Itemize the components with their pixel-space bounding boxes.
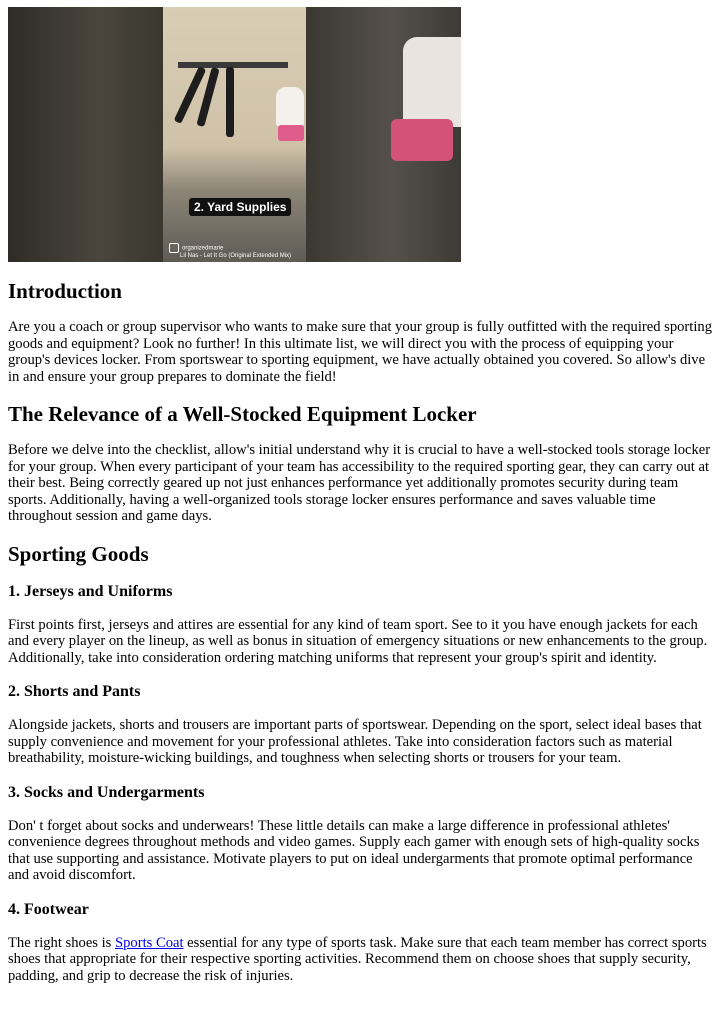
socks-paragraph: Don' t forget about socks and underwears! These little details can make a large difference in professional athletes' convenience degrees throughout methods and video games. Supply each gamer with enough sets of high-quality socks that use supporting and assistance. Motivate players to put on ideal undergarments that promote optimal performance and avoid discomfort. [8,817,700,883]
footwear-text-start: The right shoes is [8,934,116,951]
video-left-panel [8,7,163,262]
person-figure [276,87,304,127]
sporting-goods-heading: Sporting Goods [8,541,149,566]
instagram-audio: Lil Nas - Let It Go (Original Extended Mix) [180,253,292,259]
intro-paragraph: Are you a coach or group supervisor who wants to make sure that your group is fully outfitted with the required sporting goods and equipment? Look no further! In this ultimate list, we will direct you with the process of equipping your group's devices locker. From sportswear to sporting equipment, we have actually obtained you covered. So allow's dive in and ensure your group prepares to dominate the field! [8,319,712,385]
relevance-paragraph: Before we delve into the checklist, allow's initial understand why it is crucial to have a well-stocked tools storage locker for your group. When every participant of your team has accessibility to the required sporting gear, they can carry out at their best. Being correctly geared up not just enhances performance yet additionally promotes security during team sports. Additionally, having a well-organized tools storage locker ensures performance and saves valuable time throughout session and game days. [8,442,711,524]
person-shorts [278,125,304,141]
shorts-heading: 2. Shorts and Pants [8,683,141,700]
person-figure-blurred [403,37,461,127]
intro-heading: Introduction [8,279,122,303]
instagram-icon [169,243,179,253]
video-caption: 2. Yard Supplies [189,198,291,216]
trimmer-tool [226,67,234,137]
footwear-text-end: essential for any type of sports task. Make sure that each team member has correct sports shoes that appropriate for their respective sporting activities. Recommend them on choose shoes that supply security, padding, and grip to decrease the risk of injuries. [8,934,707,984]
footwear-heading: 4. Footwear [8,900,89,918]
video-thumbnail[interactable] [8,7,461,262]
instagram-credit [169,243,291,260]
relevance-heading: The Relevance of a Well-Stocked Equipment Locker [8,402,477,426]
instagram-handle: organizedmarie [182,245,224,252]
socks-heading: 3. Socks and Undergarments [8,783,205,801]
person-shorts-blurred [391,119,453,161]
jerseys-heading: 1. Jerseys and Uniforms [8,582,173,600]
footwear-paragraph [8,935,712,985]
jerseys-paragraph: First points first, jerseys and attires are essential for any kind of team sport. See to it you have enough jackets for each and every player on the lineup, as well as bonus in situation of emergency situations or new enhancements to the group. Additionally, take into consideration ordering matching uniforms that represent your group's spirit and identity. [8,616,708,666]
shorts-paragraph: Alongside jackets, shorts and trousers are important parts of sportswear. Depending on the sport, select ideal bases that supply convenience and movement for your professional athletes. Take into consideration factors such as material breathability, moisture-wicking buildings, and toughness when selecting shorts or trousers for your team. [8,717,702,766]
sports-coat-link[interactable]: Sports Coat [115,934,184,951]
